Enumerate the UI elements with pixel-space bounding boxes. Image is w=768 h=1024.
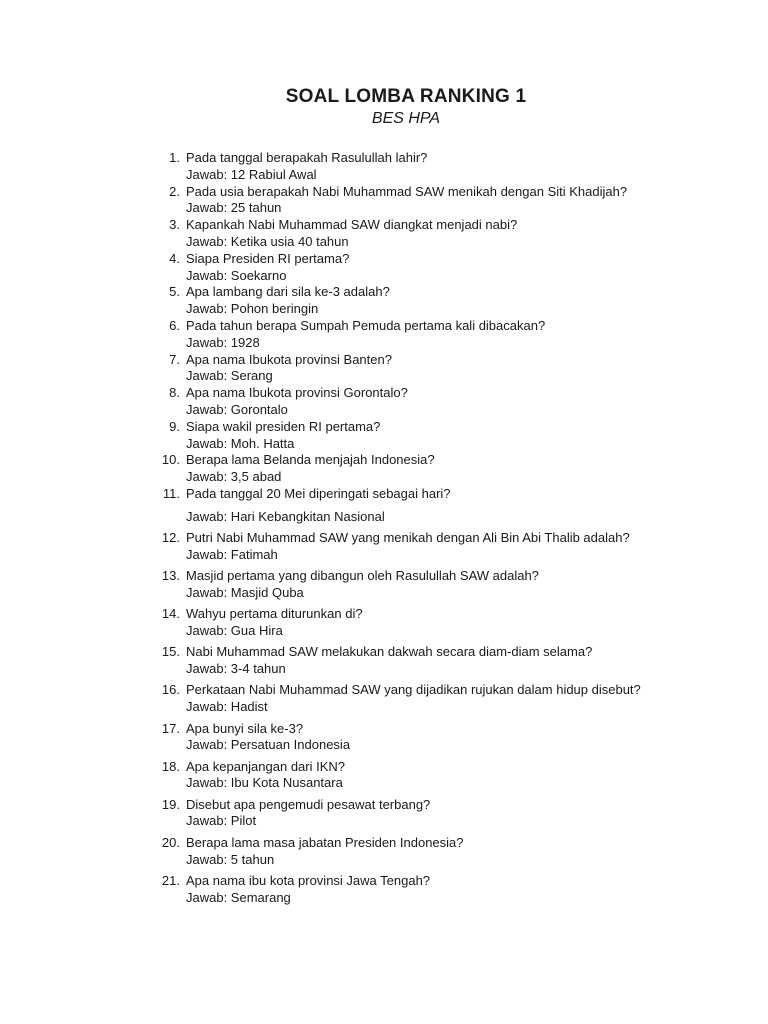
list-item — [0, 797, 768, 831]
question-number: 5. — [169, 284, 180, 300]
list-item — [0, 606, 768, 640]
list-item — [0, 682, 768, 716]
list-item — [0, 530, 768, 564]
question-number: 13. — [161, 568, 180, 584]
answer-text: Jawab: 25 tahun — [186, 200, 282, 216]
answer-text: Jawab: 3-4 tahun — [186, 661, 286, 677]
list-item — [0, 452, 768, 486]
list-item — [0, 352, 768, 386]
question-text: Masjid pertama yang dibangun oleh Rasulullah SAW adalah? — [186, 568, 539, 584]
list-item — [0, 644, 768, 678]
question-number: 20. — [161, 834, 180, 850]
answer-text: Jawab: 12 Rabiul Awal — [186, 166, 317, 182]
answer-text: Jawab: Ketika usia 40 tahun — [186, 233, 349, 249]
question-text: Kapankah Nabi Muhammad SAW diangkat menjadi nabi? — [186, 217, 518, 233]
answer-text: Jawab: Semarang — [186, 889, 291, 905]
question-number: 1. — [169, 150, 180, 165]
question-number: 12. — [161, 530, 180, 546]
question-text: Apa lambang dari sila ke-3 adalah? — [186, 284, 390, 300]
question-text: Apa nama Ibukota provinsi Banten? — [186, 351, 392, 367]
answer-text: Jawab: Persatuan Indonesia — [186, 737, 351, 753]
answer-text: Jawab: Soekarno — [186, 267, 287, 283]
question-text: Putri Nabi Muhammad SAW yang menikah dengan Ali Bin Abi Thalib adalah? — [186, 530, 630, 546]
answer-text: Jawab: Serang — [186, 368, 273, 384]
question-text: Pada tanggal 20 Mei diperingati sebagai hari? — [186, 485, 451, 501]
question-number: 21. — [161, 872, 180, 888]
answer-text: Jawab: 5 tahun — [186, 851, 275, 867]
list-item — [0, 217, 768, 251]
list-item — [0, 150, 768, 184]
question-text: Pada usia berapakah Nabi Muhammad SAW menikah dengan Siti Khadijah? — [186, 183, 628, 199]
list-item — [0, 873, 768, 907]
list-item — [0, 284, 768, 318]
question-text: Apa bunyi sila ke-3? — [186, 720, 304, 736]
question-text: Siapa wakil presiden RI pertama? — [186, 418, 381, 434]
question-text: Apa kepanjangan dari IKN? — [186, 758, 346, 774]
list-item — [0, 759, 768, 793]
question-number: 7. — [169, 351, 180, 367]
question-number: 18. — [161, 758, 180, 774]
question-text: Wahyu pertama diturunkan di? — [186, 606, 363, 622]
list-item — [0, 385, 768, 419]
answer-text: Jawab: Pilot — [186, 813, 257, 829]
question-number: 8. — [169, 385, 180, 401]
answer-text: Jawab: Pohon beringin — [186, 301, 319, 317]
question-number: 10. — [161, 452, 180, 468]
question-number: 2. — [169, 183, 180, 199]
question-number: 3. — [169, 217, 180, 233]
answer-text: Jawab: Hadist — [186, 699, 268, 715]
question-number: 17. — [161, 720, 180, 736]
question-text: Nabi Muhammad SAW melakukan dakwah secara diam-diam selama? — [186, 644, 593, 660]
question-text: Apa nama Ibukota provinsi Gorontalo? — [186, 385, 408, 401]
question-number: 14. — [161, 606, 180, 622]
answer-text: Jawab: Ibu Kota Nusantara — [186, 775, 343, 791]
question-number: 16. — [161, 682, 180, 698]
question-text: Berapa lama Belanda menjajah Indonesia? — [186, 452, 435, 468]
list-item — [0, 318, 768, 352]
question-number: 9. — [169, 418, 180, 434]
answer-text: Jawab: Gorontalo — [186, 401, 288, 417]
list-item — [0, 251, 768, 285]
question-text: Siapa Presiden RI pertama? — [186, 250, 350, 266]
list-item — [0, 419, 768, 453]
list-item — [0, 486, 768, 526]
document-subtitle: BES HPA — [371, 110, 441, 127]
question-number: 15. — [161, 644, 180, 660]
question-number: 6. — [169, 317, 180, 333]
document-title: SOAL LOMBA RANKING 1 — [285, 86, 527, 107]
question-text: Disebut apa pengemudi pesawat terbang? — [186, 796, 431, 812]
question-text: Pada tanggal berapakah Rasulullah lahir? — [186, 150, 428, 165]
question-number: 4. — [169, 250, 180, 266]
question-text: Perkataan Nabi Muhammad SAW yang dijadikan rujukan dalam hidup disebut? — [186, 682, 641, 698]
answer-text: Jawab: Gua Hira — [186, 623, 283, 639]
question-number: 19. — [161, 796, 180, 812]
answer-text: Jawab: Moh. Hatta — [186, 435, 295, 451]
list-item — [0, 835, 768, 869]
answer-text: Jawab: 1928 — [186, 334, 260, 350]
answer-text: Jawab: Hari Kebangkitan Nasional — [186, 508, 385, 524]
question-text: Berapa lama masa jabatan Presiden Indonesia? — [186, 834, 464, 850]
answer-text: Jawab: Fatimah — [186, 546, 278, 562]
question-text: Pada tahun berapa Sumpah Pemuda pertama kali dibacakan? — [186, 317, 546, 333]
list-item — [0, 568, 768, 602]
question-number: 11. — [162, 485, 180, 501]
answer-text: Jawab: Masjid Quba — [186, 584, 304, 600]
question-list — [0, 150, 768, 906]
question-text: Apa nama ibu kota provinsi Jawa Tengah? — [186, 872, 431, 888]
answer-text: Jawab: 3,5 abad — [186, 469, 282, 485]
list-item — [0, 721, 768, 755]
list-item — [0, 184, 768, 218]
